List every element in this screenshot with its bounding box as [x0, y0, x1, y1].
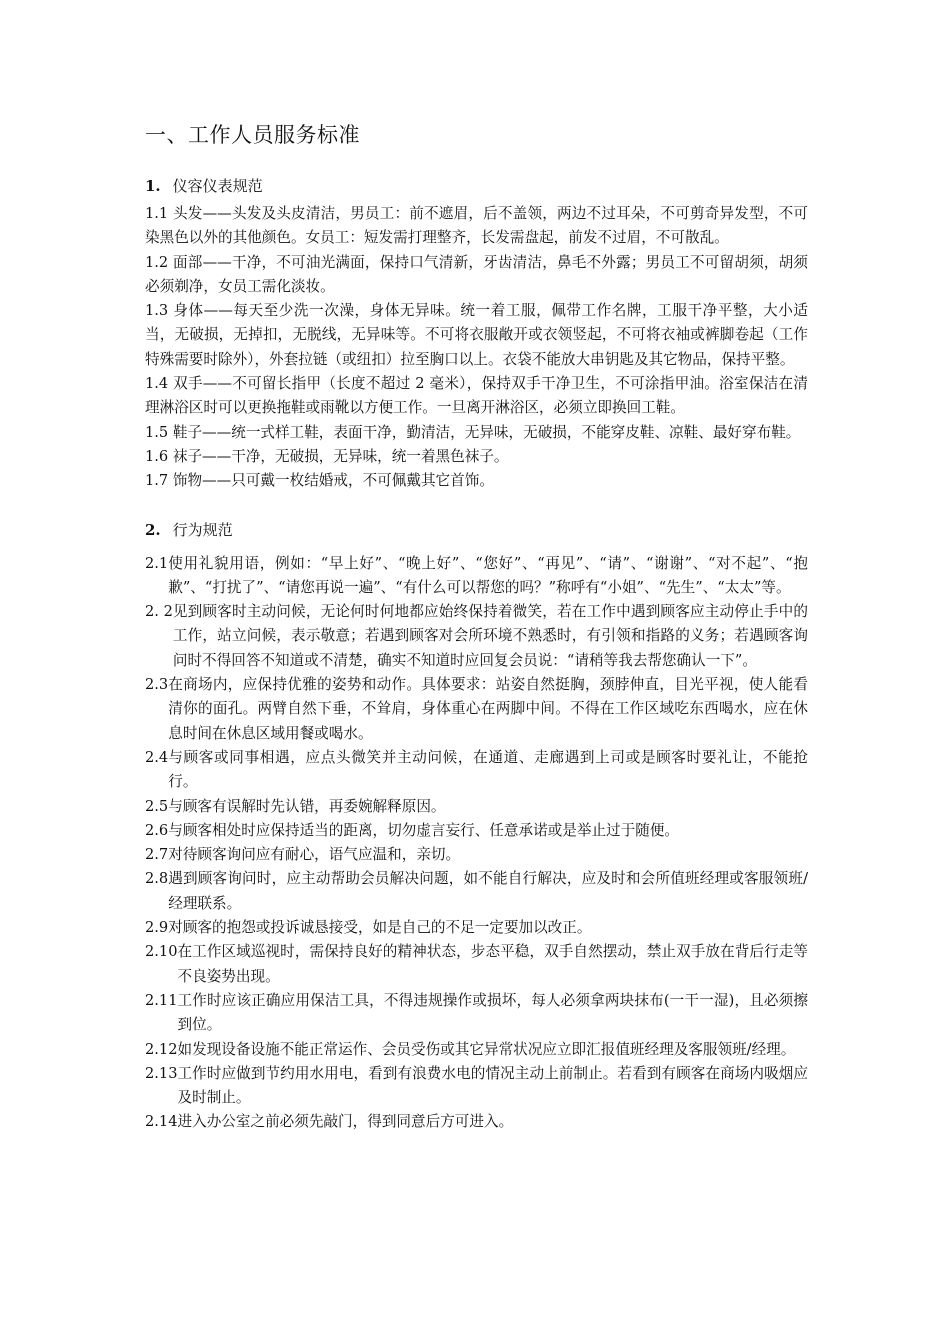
- spacer: [145, 494, 808, 518]
- list-item: [145, 989, 808, 1038]
- item-number: 2.13: [145, 1064, 178, 1082]
- item-text: 如发现设备设施不能正常运作、会员受伤或其它异常状况应立即汇报值班经理及客服领班/经理。: [177, 1040, 796, 1058]
- page-title: 一、工作人员服务标准: [145, 123, 360, 147]
- section-heading-text: 仪容仪表规范: [172, 177, 263, 195]
- list-item: [145, 600, 808, 673]
- section-heading: [145, 518, 808, 542]
- paragraph-1-7: 1.7 饰物——只可戴一枚结婚戒，不可佩戴其它首饰。: [145, 472, 494, 490]
- item-number: 2.1: [145, 554, 169, 572]
- list-item: [145, 819, 808, 843]
- paragraph-1-1: 1.1 头发——头发及头皮清洁，男员工：前不遮眉，后不盖领，两边不过耳朵，不可剪奇异发型，不可染黑色以外的其他颜色。女员工：短发需打理整齐，长发需盘起，前发不过眉，不可散乱。: [145, 205, 808, 247]
- section-heading: [145, 174, 808, 198]
- item-text: 见到顾客时主动问候，无论何时何地都应始终保持着微笑，若在工作中遇到顾客应主动停止手中的工作，站立问候，表示敬意；若遇到顾客对会所环境不熟悉时，有引领和指路的义务；若遇顾客询问时不得回答不知道或不清楚，确实不知道时应回复会员说：“请稍等我去帮您确认一下”。: [172, 603, 808, 669]
- list-item: [145, 1110, 808, 1134]
- paragraph-1-2: 1.2 面部——干净，不可油光满面，保持口气清新，牙齿清洁，鼻毛不外露；男员工不可留胡须，胡须必须剃净，女员工需化淡妆。: [145, 253, 808, 295]
- item-number: 2.3: [145, 676, 169, 694]
- item-text: 遇到顾客询问时，应主动帮助会员解决问题，如不能自行解决，应及时和会所值班经理或客服领班/经理联系。: [168, 870, 808, 912]
- item-text: 在工作区域巡视时，需保持良好的精神状态，步态平稳，双手自然摆动，禁止双手放在背后行走等不良姿势出现。: [177, 943, 808, 985]
- item-text: 工作时应做到节约用水用电，看到有浪费水电的情况主动上前制止。若看到有顾客在商场内吸烟应及时制止。: [177, 1064, 808, 1107]
- list-item: [145, 673, 808, 746]
- list-item: [145, 1038, 808, 1062]
- item-number: 2.7: [145, 846, 169, 864]
- item-number: 2.10: [145, 943, 178, 961]
- item-text: 对顾客的抱怨或投诉诚恳接受，如是自己的不足一定要加以改正。: [168, 919, 592, 937]
- item-text: 进入办公室之前必须先敲门，得到同意后方可进入。: [177, 1113, 514, 1131]
- section-number: 1.: [145, 177, 161, 195]
- item-text: 工作时应该正确应用保洁工具，不得违规操作或损坏，每人必须拿两块抹布(一干一湿)，且必须擦到位。: [177, 991, 808, 1034]
- paragraph-1-3: 1.3 身体——每天至少洗一次澡，身体无异味。统一着工服，佩带工作名牌，工服干净平整，大小适当，无破损，无掉扣，无脱线，无异味等。不可将衣服敞开或衣领竖起，不可将衣袖或裤脚卷起（工作特殊需要时除外），外套拉链（或纽扣）拉至胸口以上。衣袋不能放大串钥匙及其它物品，保持平整。: [145, 302, 808, 368]
- section-appearance: [145, 174, 808, 494]
- item-number: 2.6: [145, 821, 169, 839]
- paragraph-1-4: 1.4 双手——不可留长指甲（长度不超过 2 毫米），保持双手干净卫生，不可涂指甲油。浴室保洁在清理淋浴区时可以更换拖鞋或雨靴以方便工作。一旦离开淋浴区，必须立即换回工鞋。: [145, 375, 808, 417]
- list-item: [145, 843, 808, 867]
- item-text: 与顾客相处时应保持适当的距离，切勿虚言妄行、任意承诺或是举止过于随便。: [168, 821, 680, 839]
- item-number: 2.14: [145, 1113, 178, 1131]
- item-number: 2.8: [145, 870, 169, 888]
- list-item: [145, 867, 808, 916]
- item-number: 2.11: [145, 991, 178, 1009]
- list-item: [145, 916, 808, 940]
- item-text: 与顾客有误解时先认错，再委婉解释原因。: [168, 797, 446, 815]
- list-item: [145, 940, 808, 989]
- item-text: 在商场内，应保持优雅的姿势和动作。具体要求：站姿自然挺胸，颈脖伸直，目光平视，使人能看清你的面孔。两臂自然下垂，不耸肩，身体重心在两脚中间。不得在工作区域吃东西喝水，应在休息时间在休息区域用餐或喝水。: [168, 676, 808, 742]
- list-item: [145, 795, 808, 819]
- item-text: 与顾客或同事相遇，应点头微笑并主动问候，在通道、走廊遇到上司或是顾客时要礼让，不能抢行。: [168, 748, 808, 791]
- list-item: [145, 746, 808, 795]
- paragraph-1-6: 1.6 袜子——干净，无破损，无异味，统一着黑色袜子。: [145, 447, 509, 465]
- item-number: 2. 2: [145, 603, 173, 621]
- section-number: 2.: [145, 520, 161, 539]
- item-text: 对待顾客询问应有耐心，语气应温和，亲切。: [168, 846, 461, 864]
- item-number: 2.9: [145, 919, 169, 937]
- document-page: [145, 118, 808, 1135]
- list-item: [145, 552, 808, 601]
- section-behavior: [145, 518, 808, 1135]
- item-text: 使用礼貌用语，例如：“早上好”、“晚上好”、“您好”、“再见”、“请”、“谢谢”、“对不起”、“抱歉”、“打扰了”、“请您再说一遍”、“有什么可以帮您的吗？”称呼有“小姐”、“先生”、“太太”等。: [168, 554, 808, 596]
- item-number: 2.5: [145, 797, 169, 815]
- item-number: 2.12: [145, 1040, 178, 1058]
- paragraph-1-5: 1.5 鞋子——统一式样工鞋，表面干净，勤清洁，无异味，无破损，不能穿皮鞋、凉鞋、最好穿布鞋。: [145, 423, 801, 441]
- section-heading-text: 行为规范: [172, 520, 233, 539]
- item-number: 2.4: [145, 748, 169, 766]
- list-item: [145, 1062, 808, 1111]
